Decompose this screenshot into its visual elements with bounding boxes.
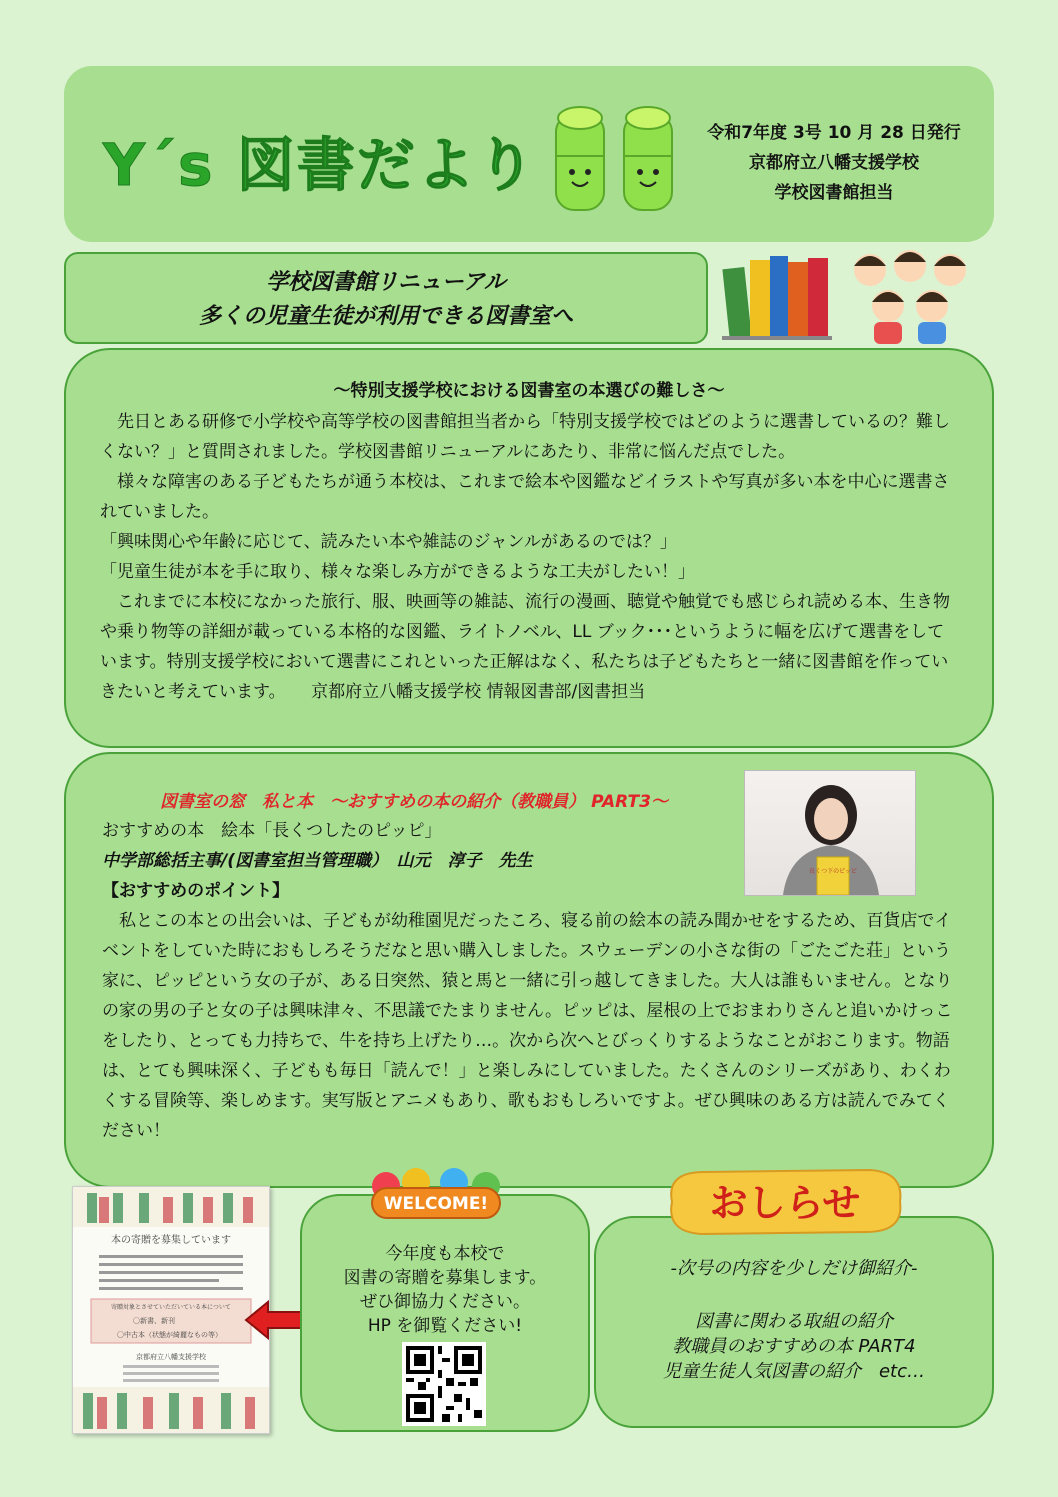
newsletter-title: Y´s 図書だより <box>103 131 537 199</box>
notice-badge-text: おしらせ <box>709 1181 861 1225</box>
recommendation-title: 図書室の窓 私と本 ～おすすめの本の紹介（教職員） PART3～ <box>160 792 668 812</box>
banner-line-1: 学校図書館リニューアル <box>266 270 506 295</box>
donation-flyer <box>72 1186 270 1434</box>
section1-paragraph: これまでに本校になかった旅行、服、映画等の雑誌、流行の漫画、聴覚や触覚でも感じられ読める本、生き物や乗り物等の詳細が載っている本格的な図鑑、ライトノベル、LL ブック･･･というように幅を広げて選書をしています。特別支援学校において選書にこれといった正解はなく、私たちは子どもたちと一緒に図書館を作っていきたいと考えています。 京都府立八幡支援学校 情報図書部/図書担当 <box>100 592 950 702</box>
children-illustration-icon <box>840 240 980 346</box>
renewal-banner <box>64 252 708 344</box>
welcome-badge: WELCOME! <box>383 1194 489 1214</box>
welcome-line: ぜひ御協力ください。 <box>360 1292 530 1312</box>
qr-code-icon <box>402 1342 486 1426</box>
flyer-item-heading: 寄贈対象とさせていただいている本について <box>111 1304 231 1311</box>
banner-line-2: 多くの児童生徒が利用できる図書室へ <box>198 304 573 329</box>
bamboo-mascot-icon <box>552 104 676 214</box>
point-label: 【おすすめのポイント】 <box>102 881 290 901</box>
books-icon <box>718 248 834 344</box>
section1-paragraph: 「興味関心や年齢に応じて、読みたい本や雑誌のジャンルがあるのでは？」 <box>100 532 677 552</box>
recommended-book: おすすめの本 絵本「長くつしたのピッピ」 <box>102 821 442 841</box>
next-issue-notice <box>594 1216 994 1428</box>
issue-info <box>676 118 992 208</box>
homepage-qr-code[interactable] <box>402 1342 486 1426</box>
recommender-name: 中学部総括主事/(図書室担当管理職） 山元 淳子 先生 <box>102 851 533 871</box>
welcome-line: 図書の寄贈を募集します。 <box>343 1268 547 1288</box>
welcome-balloons-icon <box>366 1168 506 1228</box>
flyer-item-1: 〇新書、新刊 <box>133 1317 175 1325</box>
section1-paragraph: 様々な障害のある子どもたちが通う本校は、これまで絵本や図鑑などイラストや写真が多い本を中心に選書されていました。 <box>100 472 950 522</box>
welcome-line: HP を御覧ください! <box>367 1316 523 1336</box>
notice-subtitle: -次号の内容を少しだけ御紹介- <box>670 1258 918 1279</box>
book-cover-title: 長くつ下のピッピ <box>809 868 857 875</box>
book-selection-section <box>64 348 994 748</box>
department: 学校図書館担当 <box>774 183 894 203</box>
issue-date: 令和7年度 3号 10 月 28 日発行 <box>707 123 961 143</box>
notice-item: 児童生徒人気図書の紹介 etc… <box>662 1361 926 1382</box>
teacher-with-book-icon <box>745 771 915 895</box>
section1-heading: ～特別支援学校における図書室の本選びの難しさ～ <box>333 381 725 401</box>
recommendation-body: 私とこの本との出会いは、子どもが幼稚園児だったころ、寝る前の絵本の読み聞かせをするため、百貨店でイベントをしていた時におもしろそうだなと思い購入しました。スウェーデンの小さな街の「ごたごた荘」という家に、ピッピという女の子が、ある日突然、猿と馬と一緒に引っ越してきました。大人は誰もいません。となりの家の男の子と女の子は興味津々、不思議でたまりません。ピッピは、屋根の上でおまわりさんと追いかけっこをしたり、とっても力持ちで、牛を持ち上げたり…。次から次へとびっくりするようなことがおこります。物語は、とても興味深く、子どもも毎日「読んで！」と楽しみにしていました。たくさんのシリーズがあり、わくわくする冒険等、楽しめます。実写版とアニメもあり、歌もおもしろいですよ。ぜひ興味のある方は読んでみてください！ <box>102 911 953 1141</box>
flyer-item-2: 〇中古本（状態が綺麗なもの等） <box>117 1331 222 1339</box>
teacher-photo <box>744 770 916 896</box>
flyer-heading: 本の寄贈を募集しています <box>111 1235 231 1246</box>
notice-badge-icon <box>660 1164 910 1238</box>
school-name: 京都府立八幡支援学校 <box>749 153 919 173</box>
section1-paragraph: 「児童生徒が本を手に取り、様々な楽しみ方ができるような工夫がしたい！」 <box>100 562 695 582</box>
welcome-line: 今年度も本校で <box>385 1244 505 1264</box>
notice-item: 図書に関わる取組の紹介 <box>695 1311 893 1332</box>
flyer-school: 京都府立八幡支援学校 <box>136 1353 206 1361</box>
notice-item: 教職員のおすすめの本 PART4 <box>672 1336 916 1357</box>
section1-paragraph: 先日とある研修で小学校や高等学校の図書館担当者から「特別支援学校ではどのように選書しているの？難しくない？」と質問されました。学校図書館リニューアルにあたり、非常に悩んだ点でした。 <box>100 412 950 462</box>
flyer-graphic <box>73 1187 269 1433</box>
